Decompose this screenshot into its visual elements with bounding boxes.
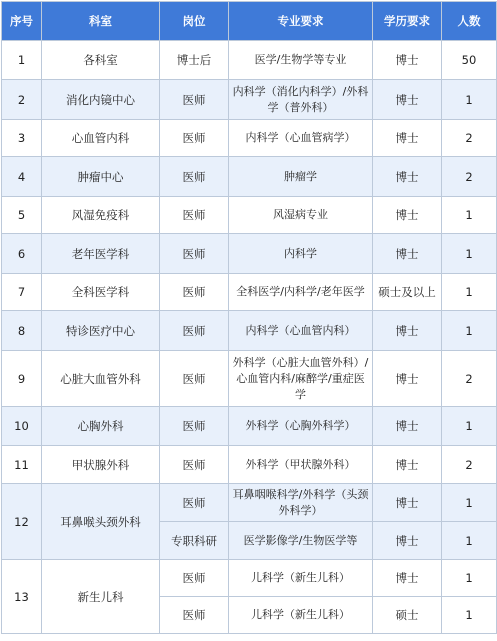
table-row [2, 157, 497, 197]
cell-dept: 特诊医疗中心 [42, 311, 160, 351]
cell-post: 专职科研 [160, 522, 229, 560]
cell-count: 2 [442, 120, 497, 157]
table-row [2, 197, 497, 234]
cell-no: 5 [2, 197, 42, 234]
cell-post: 医师 [160, 274, 229, 311]
table-row [2, 311, 497, 351]
cell-count: 1 [442, 407, 497, 446]
cell-edu: 硕士及以上 [373, 274, 442, 311]
cell-dept: 全科医学科 [42, 274, 160, 311]
cell-edu: 博士 [373, 522, 442, 560]
table-row [2, 274, 497, 311]
cell-post: 医师 [160, 597, 229, 634]
table-row [2, 446, 497, 484]
cell-major: 内科学 [229, 234, 373, 274]
cell-major: 内科学（心血管内科） [229, 311, 373, 351]
table-row [2, 351, 497, 407]
cell-post: 医师 [160, 197, 229, 234]
cell-no: 4 [2, 157, 42, 197]
cell-dept: 心脏大血管外科 [42, 351, 160, 407]
cell-no: 9 [2, 351, 42, 407]
cell-post: 医师 [160, 407, 229, 446]
cell-post: 医师 [160, 80, 229, 120]
cell-edu: 硕士 [373, 597, 442, 634]
cell-post: 医师 [160, 446, 229, 484]
cell-edu: 博士 [373, 351, 442, 407]
cell-major: 内科学（心血管病学） [229, 120, 373, 157]
cell-edu: 博士 [373, 157, 442, 197]
cell-no: 11 [2, 446, 42, 484]
cell-no: 2 [2, 80, 42, 120]
cell-no: 8 [2, 311, 42, 351]
header-cell-edu: 学历要求 [373, 2, 442, 41]
cell-edu: 博士 [373, 446, 442, 484]
cell-major: 肿瘤学 [229, 157, 373, 197]
cell-edu: 博士 [373, 197, 442, 234]
cell-count: 1 [442, 484, 497, 522]
cell-edu: 博士 [373, 407, 442, 446]
cell-count: 1 [442, 597, 497, 634]
cell-count: 2 [442, 351, 497, 407]
cell-count: 1 [442, 197, 497, 234]
cell-count: 1 [442, 560, 497, 597]
cell-dept: 心胸外科 [42, 407, 160, 446]
header-cell-count: 人数 [442, 2, 497, 41]
cell-edu: 博士 [373, 80, 442, 120]
table-row [2, 41, 497, 80]
cell-dept: 心血管内科 [42, 120, 160, 157]
cell-dept: 耳鼻喉头颈外科 [42, 484, 160, 560]
cell-edu: 博士 [373, 120, 442, 157]
cell-no: 13 [2, 560, 42, 634]
cell-count: 2 [442, 446, 497, 484]
cell-count: 1 [442, 522, 497, 560]
table-row [2, 234, 497, 274]
recruitment-table-container [1, 1, 496, 641]
table-row [2, 560, 497, 597]
cell-edu: 博士 [373, 484, 442, 522]
header-row [2, 2, 497, 41]
cell-major: 外科学（心脏大血管外科）/心血管内科/麻醉学/重症医学 [229, 351, 373, 407]
cell-post: 医师 [160, 560, 229, 597]
recruitment-table [1, 1, 497, 634]
cell-dept: 消化内镜中心 [42, 80, 160, 120]
cell-edu: 博士 [373, 41, 442, 80]
header-cell-major: 专业要求 [229, 2, 373, 41]
cell-post: 医师 [160, 311, 229, 351]
header-cell-dept: 科室 [42, 2, 160, 41]
cell-count: 1 [442, 311, 497, 351]
table-row [2, 484, 497, 522]
cell-major: 儿科学（新生儿科） [229, 560, 373, 597]
cell-major: 外科学（心胸外科学） [229, 407, 373, 446]
cell-post: 医师 [160, 351, 229, 407]
cell-count: 1 [442, 274, 497, 311]
cell-no: 7 [2, 274, 42, 311]
cell-major: 耳鼻咽喉科学/外科学（头颈外科学） [229, 484, 373, 522]
cell-edu: 博士 [373, 311, 442, 351]
cell-post: 医师 [160, 234, 229, 274]
table-row [2, 120, 497, 157]
cell-post: 博士后 [160, 41, 229, 80]
table-row [2, 80, 497, 120]
cell-major: 内科学（消化内科学）/外科学（普外科） [229, 80, 373, 120]
cell-dept: 新生儿科 [42, 560, 160, 634]
cell-no: 6 [2, 234, 42, 274]
cell-post: 医师 [160, 484, 229, 522]
cell-no: 12 [2, 484, 42, 560]
cell-dept: 老年医学科 [42, 234, 160, 274]
cell-dept: 肿瘤中心 [42, 157, 160, 197]
cell-edu: 博士 [373, 234, 442, 274]
header-cell-no: 序号 [2, 2, 42, 41]
cell-major: 全科医学/内科学/老年医学 [229, 274, 373, 311]
cell-major: 医学影像学/生物医学等 [229, 522, 373, 560]
cell-edu: 博士 [373, 560, 442, 597]
header-cell-post: 岗位 [160, 2, 229, 41]
cell-major: 外科学（甲状腺外科） [229, 446, 373, 484]
cell-post: 医师 [160, 157, 229, 197]
table-row [2, 407, 497, 446]
cell-dept: 风湿免疫科 [42, 197, 160, 234]
cell-no: 1 [2, 41, 42, 80]
cell-dept: 甲状腺外科 [42, 446, 160, 484]
cell-major: 医学/生物学等专业 [229, 41, 373, 80]
cell-count: 2 [442, 157, 497, 197]
cell-major: 风湿病专业 [229, 197, 373, 234]
cell-no: 10 [2, 407, 42, 446]
cell-dept: 各科室 [42, 41, 160, 80]
cell-count: 50 [442, 41, 497, 80]
cell-count: 1 [442, 234, 497, 274]
cell-post: 医师 [160, 120, 229, 157]
cell-count: 1 [442, 80, 497, 120]
cell-major: 儿科学（新生儿科） [229, 597, 373, 634]
cell-no: 3 [2, 120, 42, 157]
